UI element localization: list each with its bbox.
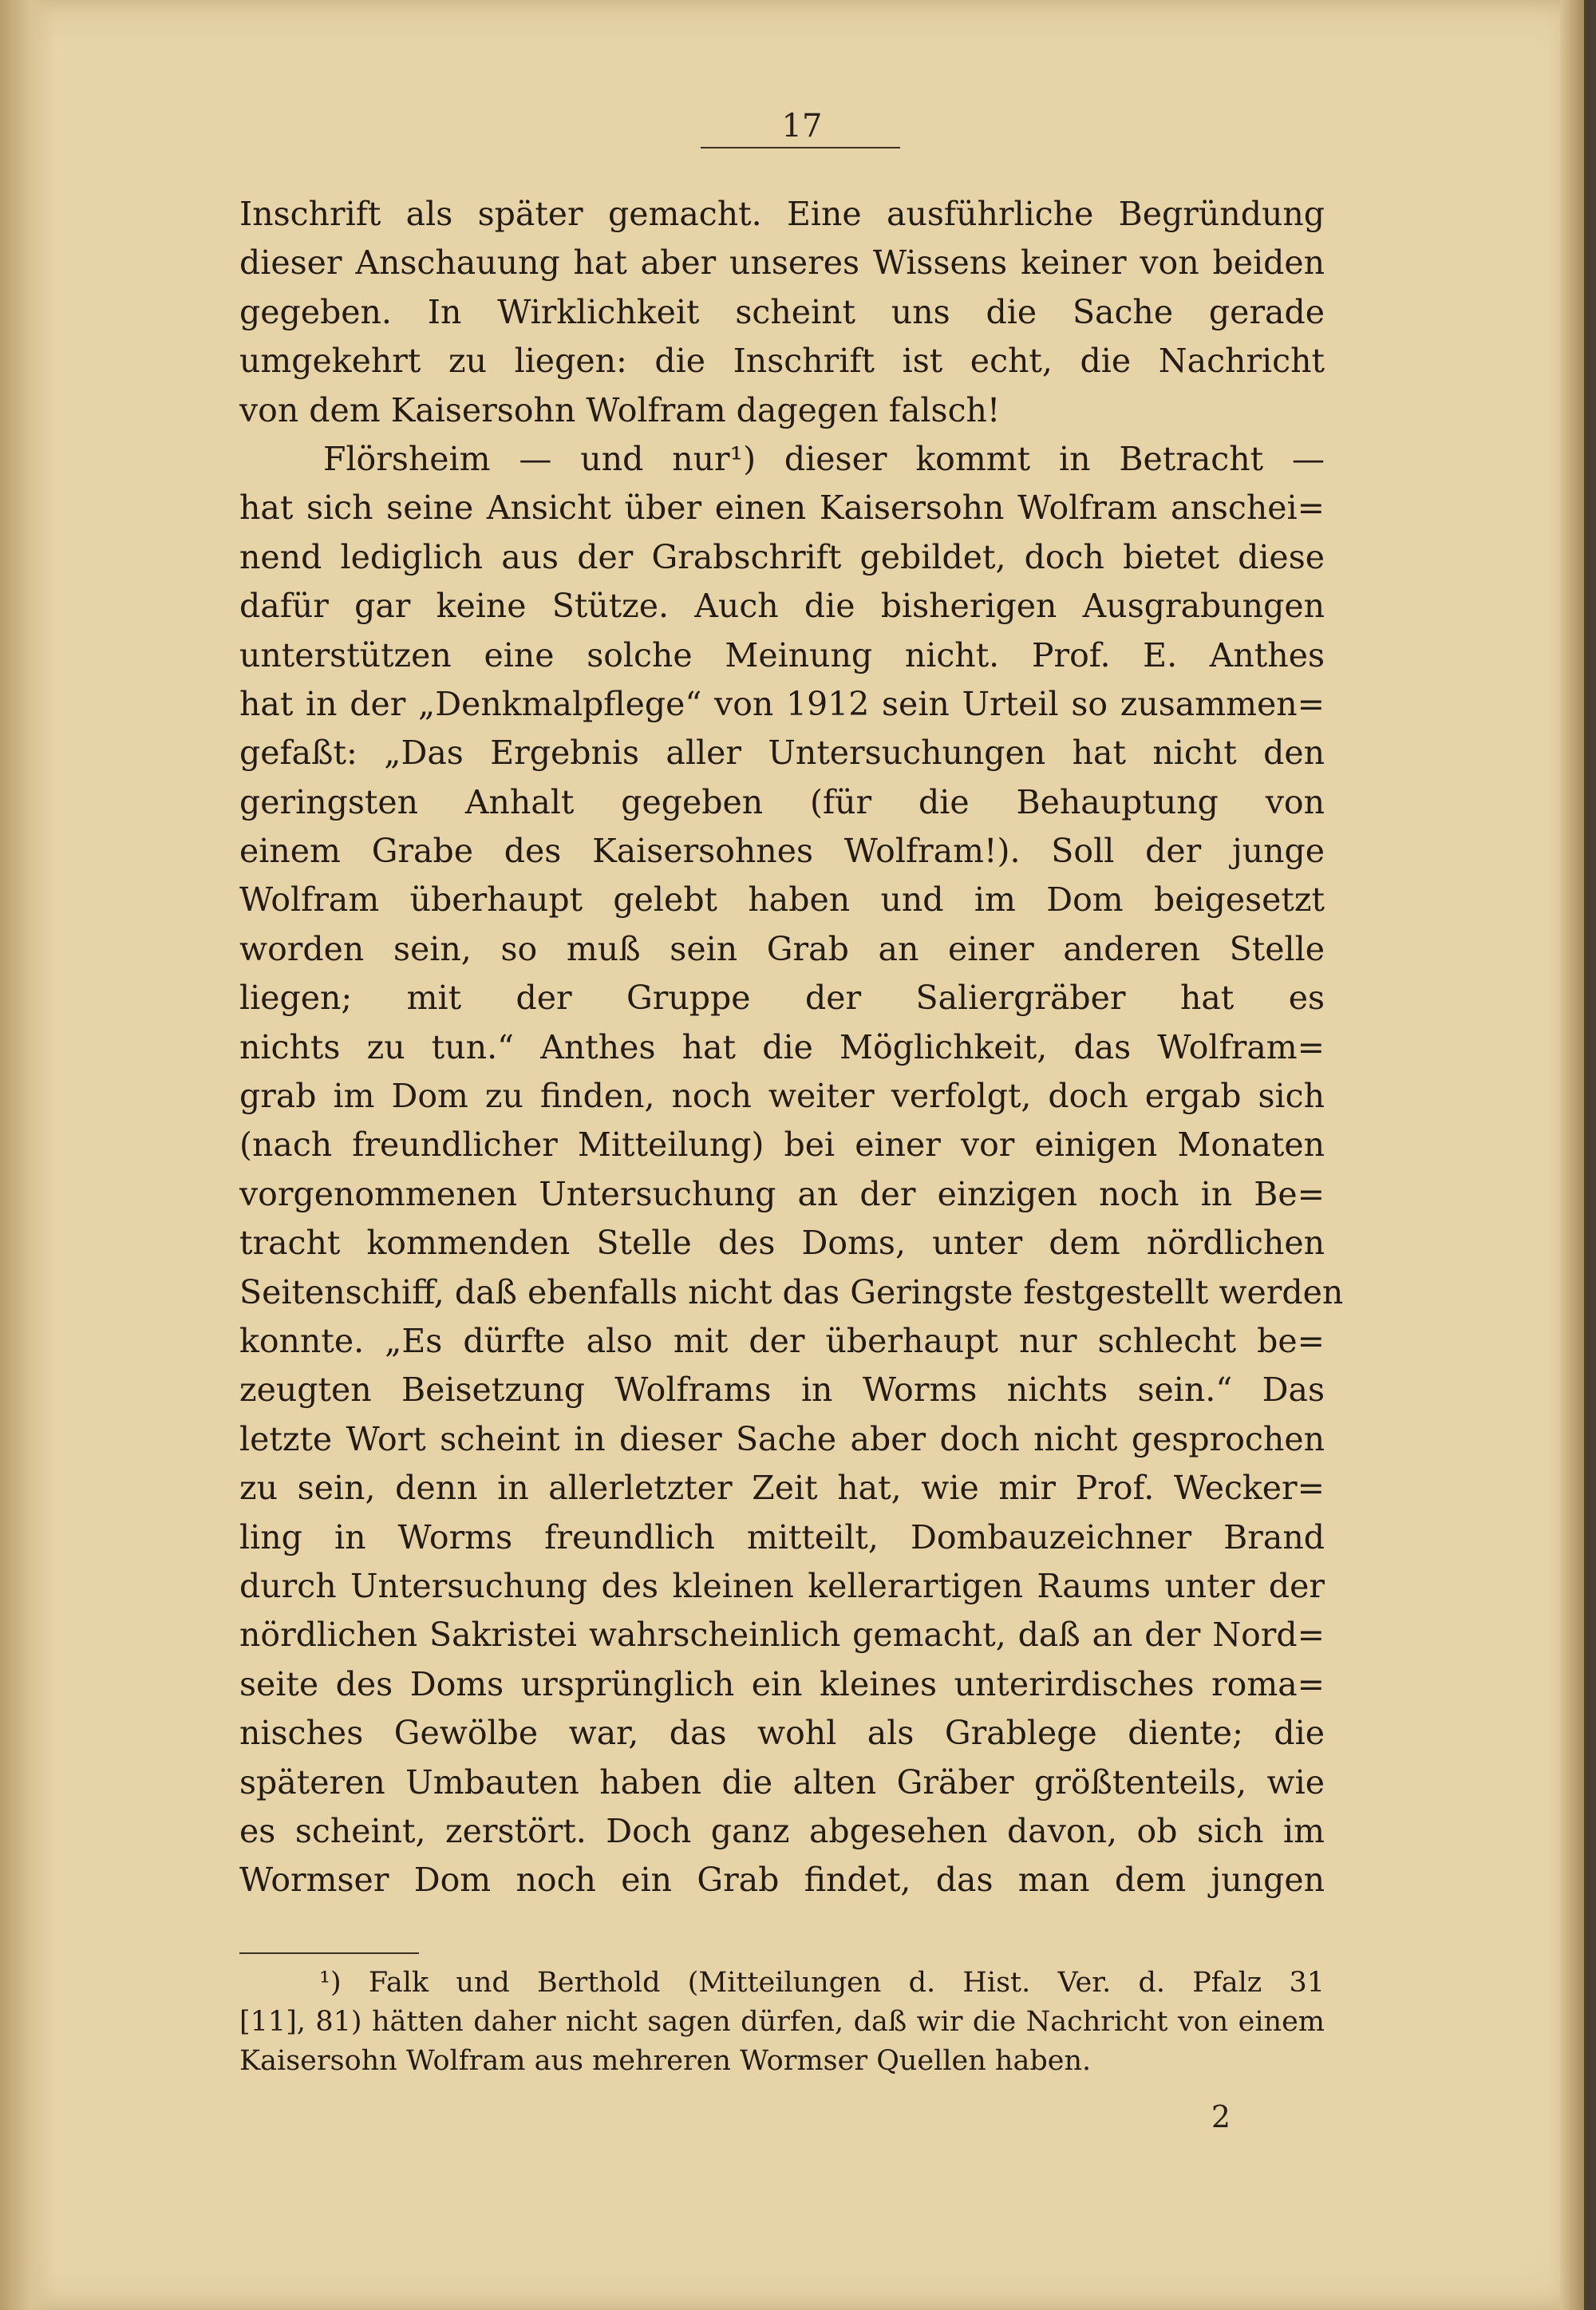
text-line: unterstützen eine solche Meinung nicht. Prof. E. Anthes: [239, 635, 1325, 674]
footnote-line: ¹) Falk und Berthold (Mitteilungen d. Hist. Ver. d. Pfalz 31: [319, 1967, 1325, 1999]
text-line: von dem Kaisersohn Wolfram dagegen falsch!: [239, 390, 1001, 429]
body-text: [239, 190, 1344, 1905]
text-line: Seitenschiff, daß ebenfalls nicht das Geringste festgestellt werden: [239, 1272, 1344, 1311]
text-line: einem Grabe des Kaisersohnes Wolfram!). Soll der junge: [239, 832, 1325, 871]
book-spine-shadow: [0, 0, 56, 2310]
text-line: es scheint, zerstört. Doch ganz abgesehen davon, ob sich im: [239, 1811, 1325, 1850]
page-number: 17: [781, 108, 823, 144]
text-line: nend lediglich aus der Grabschrift gebildet, doch bietet diese: [239, 537, 1325, 576]
text-line: gefaßt: „Das Ergebnis aller Untersuchungen hat nicht den: [239, 734, 1325, 773]
text-line: tracht kommenden Stelle des Doms, unter dem nördlichen: [239, 1224, 1325, 1263]
footnote-line: Kaisersohn Wolfram aus mehreren Wormser Quellen haben.: [239, 2045, 1092, 2077]
text-line: zeugten Beisetzung Wolframs in Worms nichts sein.“ Das: [239, 1371, 1325, 1410]
text-line: geringsten Anhalt gegeben (für die Behauptung von: [239, 782, 1325, 821]
text-line: umgekehrt zu liegen: die Inschrift ist echt, die Nachricht: [239, 342, 1325, 381]
text-line: hat in der „Denkmalpflege“ von 1912 sein Urteil so zusammen=: [239, 684, 1325, 723]
text-line: durch Untersuchung des kleinen kellerartigen Raums unter der: [239, 1566, 1325, 1605]
text-line: dieser Anschauung hat aber unseres Wissens keiner von beiden: [239, 243, 1325, 283]
footnote: [239, 1964, 1325, 2081]
text-line: grab im Dom zu finden, noch weiter verfolgt, doch ergab sich: [239, 1077, 1325, 1116]
text-line: liegen; mit der Gruppe der Saliergräber hat es: [239, 979, 1325, 1018]
text-line: ling in Worms freundlich mitteilt, Dombauzeichner Brand: [239, 1517, 1325, 1556]
text-line: gegeben. In Wirklichkeit scheint uns die Sache gerade: [239, 292, 1325, 331]
page-edge: [1560, 0, 1584, 2310]
text-line: nichts zu tun.“ Anthes hat die Möglichkeit, das Wolfram=: [239, 1027, 1325, 1066]
text-line: seite des Doms ursprünglich ein kleines unterirdisches roma=: [239, 1664, 1325, 1703]
header-rule: [701, 147, 900, 148]
text-line: zu sein, denn in allerletzter Zeit hat, wie mir Prof. Wecker=: [239, 1469, 1325, 1508]
text-line: vorgenommenen Untersuchung an der einzigen noch in Be=: [239, 1174, 1325, 1213]
text-line: Inschrift als später gemacht. Eine ausführliche Begründung: [239, 195, 1325, 233]
text-line: hat sich seine Ansicht über einen Kaisersohn Wolfram anschei=: [239, 489, 1325, 528]
text-line: Wolfram überhaupt gelebt haben und im Dom beigesetzt: [239, 880, 1325, 920]
text-line: Flörsheim — und nur¹) dieser kommt in Betracht —: [323, 439, 1325, 478]
footnote-line: [11], 81) hätten daher nicht sagen dürfen, daß wir die Nachricht von einem: [239, 2006, 1325, 2038]
text-line: Wormser Dom noch ein Grab findet, das man dem jungen: [239, 1861, 1325, 1900]
text-line: konnte. „Es dürfte also mit der überhaupt nur schlecht be=: [239, 1321, 1325, 1360]
text-line: späteren Umbauten haben die alten Gräber größtenteils, wie: [239, 1762, 1325, 1802]
footnote-rule: [239, 1952, 419, 1954]
text-line: (nach freundlicher Mitteilung) bei einer vor einigen Monaten: [239, 1125, 1325, 1165]
text-line: letzte Wort scheint in dieser Sache aber doch nicht gesprochen: [239, 1419, 1325, 1458]
signature-mark: 2: [1211, 2099, 1231, 2134]
text-line: dafür gar keine Stütze. Auch die bisherigen Ausgrabungen: [239, 587, 1325, 626]
text-line: worden sein, so muß sein Grab an einer anderen Stelle: [239, 929, 1325, 968]
text-line: nisches Gewölbe war, das wohl als Grablege diente; die: [239, 1714, 1325, 1753]
text-line: nördlichen Sakristei wahrscheinlich gemacht, daß an der Nord=: [239, 1616, 1325, 1655]
